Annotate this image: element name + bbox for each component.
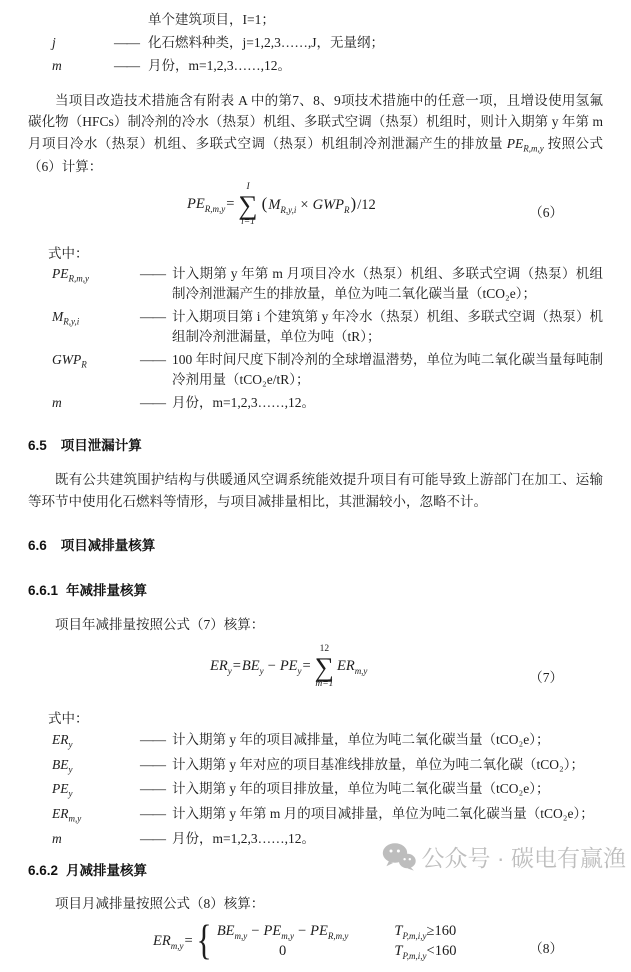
formula-expression: [153, 918, 457, 965]
def-description: 计入期第 y 年对应的项目基准线排放量，单位为吨二氧化碳（tCO₂）；: [172, 756, 584, 772]
where-label: 式中：: [48, 245, 89, 261]
watermark: [382, 840, 626, 873]
def-dash: ——: [140, 830, 165, 846]
def-symbol: $PE_y$: [52, 781, 73, 800]
definition-row: [52, 55, 603, 78]
case-expression: $BE_{m,y} - PE_{m,y} - PE_{R,m,y}$: [216, 923, 349, 942]
paragraph-hfc: [28, 90, 603, 178]
def-description: 计入期第 y 年的项目排放量，单位为吨二氧化碳当量（tCO₂e）；: [172, 781, 550, 797]
case-expression: 0: [278, 943, 287, 960]
formula-term: $(M_{R,y,i} \times GWP_R)/12$: [261, 194, 376, 216]
formula-expression: [187, 182, 376, 228]
def-symbol: m: [52, 830, 62, 846]
def-dash: ——: [140, 732, 165, 748]
heading-title: 项目减排量核算: [60, 537, 156, 553]
def-dash: ——: [140, 781, 165, 797]
formula-7: [28, 644, 603, 708]
paragraph-6-5: 既有公共建筑围护结构与供暖通风空调系统能效提升项目有可能导致上游部门在加工、运输等环节中使用化石燃料等情形，与项目减排量相比，其泄漏较小，忽略不计。: [28, 472, 603, 509]
def-symbol: m: [52, 395, 62, 411]
def-description: 计入期第 y 年的项目减排量，单位为吨二氧化碳当量（tCO₂e）；: [172, 732, 550, 748]
def-symbol: $PE_{R,m,y}$: [52, 266, 89, 284]
def-symbol: $GWP_R$: [52, 352, 87, 370]
sum-lower-limit: m=1: [315, 678, 334, 689]
def-dash: ——: [114, 34, 139, 50]
sum-upper-limit: I: [246, 181, 250, 192]
formula-number: （7）: [529, 669, 563, 685]
inline-var: PE: [506, 136, 524, 151]
def-dash: ——: [140, 309, 165, 325]
def-dash: ——: [114, 57, 139, 73]
def-dash: ——: [140, 352, 165, 368]
def-symbol: $ER_{m,y}$: [52, 806, 82, 824]
def-dash: ——: [140, 266, 165, 282]
heading-title: 项目泄漏计算: [60, 438, 142, 454]
formula-expression: [210, 644, 367, 690]
definition-row: [52, 729, 603, 753]
piecewise-cases: [194, 918, 457, 965]
def-description: 单个建筑项目，I=1；: [148, 12, 275, 27]
watermark-text: 公众号 · 碳电有赢渔: [421, 845, 626, 871]
heading-number: 6.6.2: [28, 863, 59, 879]
inline-var-sub: R,m,y: [523, 143, 544, 154]
definition-row: [52, 393, 603, 415]
def-description: 化石燃料种类，j=1,2,3……,J，无量纲；: [148, 34, 384, 50]
definition-row: [52, 32, 603, 55]
formula-6: [28, 182, 603, 240]
heading-number: 6.5: [28, 438, 47, 454]
formula-term: $PE_{R,m,y}=$: [187, 195, 235, 214]
definition-row: [52, 307, 603, 347]
def-description: 月份，m=1,2,3……,12。: [148, 57, 291, 73]
case-condition: $T_{P,m,i,y}<160$: [394, 943, 457, 962]
definition-row: [52, 264, 603, 304]
sigma-symbol: ∑: [314, 651, 334, 682]
summation: [315, 644, 334, 690]
case-condition: $T_{P,m,i,y}\ge 160$: [394, 923, 457, 942]
definition-row: [52, 803, 603, 827]
def-description: 计入期项目第 i 个建筑第 y 年冷水（热泵）机组、多联式空调（热泵）机组制冷剂泄漏量，单位为吨（tR）；: [172, 309, 603, 345]
definition-list-top: [28, 9, 603, 78]
def-description: 月份，m=1,2,3……,12。: [172, 830, 315, 846]
formula-term: $ER_{m,y}$: [336, 657, 368, 676]
formula-8: [28, 918, 603, 972]
summation: [238, 182, 257, 228]
definition-list-formula7: [28, 729, 603, 851]
where-label: 式中：: [48, 710, 89, 726]
def-symbol: $ER_y$: [52, 732, 73, 750]
formula-term: $ER_{m,y}=$: [153, 933, 193, 952]
cases-grid: [217, 922, 457, 962]
def-symbol: m: [52, 57, 62, 73]
def-symbol: j: [52, 34, 56, 50]
sum-lower-limit: i=1: [241, 216, 255, 227]
heading-number: 6.6.1: [28, 582, 59, 598]
heading-number: 6.6: [28, 537, 47, 553]
sum-upper-limit: 12: [319, 643, 330, 654]
heading-6-6-1: [28, 581, 603, 601]
paragraph-text: 按照公式（6）计算：: [28, 136, 604, 175]
cases-brace: {: [196, 918, 212, 965]
definition-row: [52, 350, 603, 390]
def-symbol: $M_{R,y,i}$: [52, 309, 80, 327]
paragraph-text: 当项目改造技术措施含有附表 A 中的第7、8、9项技术措施中的任意一项，且增设使用氢氟碳化物（HFCs）制冷剂的冷水（热泵）机组、多联式空调（热泵）机组时，则计入期第 y 年第 m 月项目冷水（热泵）机组、多联式空调（热泵）机组制冷剂泄漏产生的排放量: [28, 92, 603, 151]
heading-6-6: [28, 536, 603, 556]
sigma-symbol: ∑: [238, 189, 258, 220]
paragraph-lead-formula8: 项目月减排量按照公式（8）核算：: [55, 895, 265, 911]
def-dash: ——: [140, 395, 165, 411]
paragraph-lead-formula7: 项目年减排量按照公式（7）核算：: [55, 617, 265, 633]
heading-title: 月减排量核算: [66, 863, 148, 879]
def-dash: ——: [140, 756, 165, 772]
definition-list-formula6: [28, 264, 603, 415]
definition-row: [52, 9, 603, 32]
formula-term: $ER_y=BE_y - PE_y=$: [210, 657, 311, 676]
formula-number: （6）: [529, 204, 563, 220]
def-dash: ——: [140, 806, 165, 822]
wechat-icon: [382, 842, 416, 871]
definition-row: [52, 778, 603, 802]
def-description: 计入期第 y 年第 m 月的项目减排量，单位为吨二氧化碳当量（tCO₂e）；: [172, 806, 594, 822]
def-description: 计入期第 y 年第 m 月项目冷水（热泵）机组、多联式空调（热泵）机组制冷剂泄漏产生的排放量，单位为吨二氧化碳当量（tCO₂e）；: [172, 266, 603, 302]
def-description: 100 年时间尺度下制冷剂的全球增温潜势，单位为吨二氧化碳当量每吨制冷剂用量（tCO₂e/tR）；: [172, 352, 603, 388]
formula-number: （8）: [529, 941, 563, 957]
heading-6-5: [28, 436, 603, 456]
definition-row: [52, 754, 603, 778]
def-description: 月份，m=1,2,3……,12。: [172, 395, 315, 411]
def-symbol: $BE_y$: [52, 756, 73, 775]
heading-title: 年减排量核算: [66, 582, 148, 598]
